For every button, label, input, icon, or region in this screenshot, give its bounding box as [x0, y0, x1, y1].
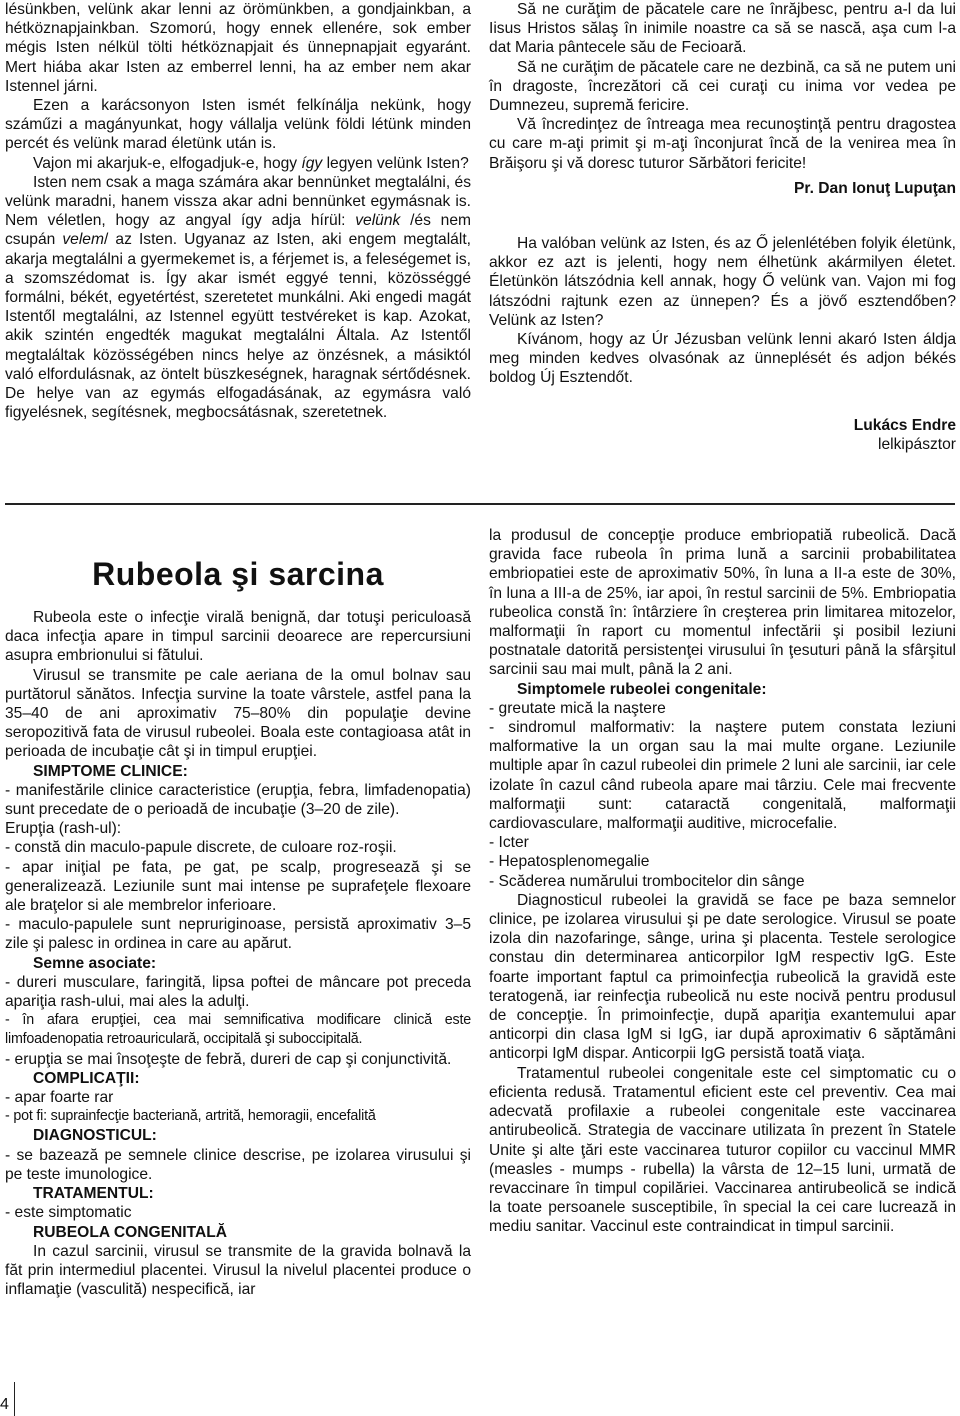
list-item: - dureri musculare, faringită, lipsa poftei de mâncare pot preceda apariţia rash-ului, mai ales la adulţi.: [5, 973, 471, 1011]
section-divider: [5, 503, 955, 505]
paragraph: Ezen a karácsonyon Isten ismét felkínálja nekünk, hogy száműzi a magányunkat, hogy vállalja velünk földi létünk minden percét és velünk marad életünk után is.: [5, 97, 471, 153]
page-number: 4: [0, 1396, 9, 1413]
pastor-signature-role: lelkipásztor: [878, 435, 956, 453]
text-run: Vajon mi akarjuk-e, elfogadjuk-e, hogy: [33, 154, 302, 172]
section-heading: Semne asociate:: [33, 954, 157, 972]
emphasis: így: [301, 154, 323, 172]
list-item: - în afara erupţiei, cea mai semnificativa modificare clinică este limfoadenopatia retroauriculară, occipitală şi suboccipitală.: [5, 1012, 471, 1048]
paragraph: [5, 154, 471, 173]
list-item: - apar foarte rar: [5, 1089, 114, 1107]
rubeola-article-column-right: [489, 526, 956, 1237]
paragraph: Tratamentul rubeolei congenitale este cel simptomatic cu o eficienta redusă. Tratamentul eficient este cel preventiv. Cea mai adecvată profilaxie a rubeolei congenitale este vaccinarea antirubeolică. Strategia de vaccinare utilizata în prezent în Statele Unite şi alte ţări este vaccinarea tuturor copiilor cu vaccinul MMR (measles - mumps - rubella) la vârsta de 12–15 luni, urmată de revaccinare în timpul copilăriei. Vaccinarea antirubeolică se indică la toate persoanele susceptibile, în special la cei care lucrează in mediu sanitar. Vaccinul este contraindicat in timpul sarcinii.: [489, 1064, 956, 1236]
text-run: /és nem csupán: [5, 212, 471, 249]
pastor-signature-name: Lukács Endre: [853, 416, 956, 434]
spacer: [489, 198, 956, 234]
article-title: Rubeola şi sarcina: [92, 556, 384, 592]
paragraph: Să ne curăţim de păcatele care ne înrăjbesc, pentru a-l da lui Iisus Hristos sălaş în inimile noastre ca să se nască, aşa cum l-a dat Maria pântecele său de Fecioară.: [489, 1, 956, 57]
emphasis: velem: [62, 231, 104, 249]
paragraph: Kívánom, hogy az Úr Jézusban velünk lenni akaró Isten áldja meg minden kedves olvasónak az ünneplését és adjon békés boldog Új Esztendőt.: [489, 331, 956, 387]
paragraph: Ha valóban velünk az Isten, és az Ő jelenlétében folyik életünk, akkor ez azt is jelenti, hogy nem élhetünk akármilyen életet. Életünkön látszódnia kell annak, hogy Ő velünk van. Vajon mi fog látszódni rajtunk ezen az ünnepen? És a jövő esztendőben? Velünk az Isten?: [489, 235, 956, 329]
paragraph: In cazul sarcinii, virusul se transmite de la gravida bolnavă la făt prin intermediul placentei. Virusul la nivelul placentei produce o inflamaţie (vasculită) nespecifică, iar: [5, 1242, 471, 1299]
text-run: legyen velünk Isten?: [322, 154, 469, 172]
list-item: - Hepatosplenomegalie: [489, 853, 650, 871]
paragraph: Vă încredinţez de întreaga mea recunoştinţă pentru dragostea cu care m-aţi primit şi m-aţi înconjurat încă de la venirea mea în Brăişoru şi vă doresc tuturor Sărbători fericite!: [489, 116, 956, 172]
section-heading: SIMPTOME CLINICE:: [33, 762, 188, 780]
list-item: - maculo-papulele sunt nepruriginoase, persistă aproximativ 3–5 zile şi palesc in ordinea in care au apărut.: [5, 916, 471, 953]
section-heading: COMPLICAŢII:: [33, 1069, 140, 1087]
section-heading: DIAGNOSTICUL:: [33, 1127, 157, 1145]
page-number-rule: [14, 1382, 15, 1416]
spacer: [489, 388, 956, 416]
paragraph: lésünkben, velünk akar lenni az örömünkben, a gondjainkban, a hétköznapjainkban. Szomorú, hogy ennek ellenére, sok ember mégis Isten nélkül tölti hétköznapjait és ünnepnapjait egyaránt. Mert hiába akar Isten az emberrel lenni, ha az ember nem akar Istennel járni.: [5, 1, 471, 95]
list-item: - Icter: [489, 834, 529, 852]
text-run: Isten nem csak a maga számára akar bennünket megtalálni, és velünk maradni, hanem vissza akar adni bennünket egymásnak is. Nem véletlen, hogy az angyal így adja hírül:: [5, 173, 471, 230]
romanian-hungarian-greeting-column: [489, 0, 956, 454]
paragraph: la produsul de concepţie produce embriopatiă rubeolică. Dacă gravida face rubeola în prima lună a sarcinii probabilitatea embriopatiei este de aproximativ 50%, în luna a II-a este de 30%, în luna a III-a de 25%, iar apoi, în restul sarcinii de 5%. Embriopatia rubeolica constă în: întârziere în creşterea prin limitarea mitozelor, malformaţii în raport cu momentul infectării şi posibil leziuni postnatale datorită persistenţei virusului în ţesuturi până la sfârşitul sarcinii sau mai mult, până la 2 ani.: [489, 527, 956, 679]
list-item: - manifestările clinice caracteristice (erupţia, febra, limfadenopatia) sunt precedate de o perioadă de incubaţie (3–20 de zile).: [5, 781, 471, 819]
rubeola-article-column-left: [5, 526, 471, 1299]
text-run: / az Isten. Ugyanaz az Isten, aki engem megtalált, akarja megtalálni a gyermekemet is, a férjemet is, a feleségemet is, a szomszédomat is. Így akar ismét eggyé tenni, közösséggé formálni, békét, egyetértést, szeretetet munkálni. Aki engedi magát Istentől megtalálni, az Istennel együtt testvéreket is kap. Azokat, akik szintén engedték magukat megtalálni Általa. Az Istentől megtaláltak közösségében nincs helye az önzésnek, a másiktól való elfordulásnak, az öntelt büszkeségnek, haragnak sértődésnek. De helye van az egymás elfogadásának, az egymásra való figyelésnek, segítésnek, megbocsátásnak, szeretetnek.: [5, 231, 471, 422]
list-item: - apar iniţial pe fata, pe gat, pe scalp, progresează şi se generalizează. Leziunile sunt mai intense pe suprafeţele flexoare ale braţelor si ale membrelor inferioare.: [5, 858, 471, 915]
section-heading: TRATAMENTUL:: [33, 1185, 154, 1203]
list-item: - greutate mică la naştere: [489, 699, 666, 717]
list-item: - constă din maculo-papule discrete, de culoare roz-roşii.: [5, 839, 397, 857]
hungarian-article-column: [5, 0, 471, 422]
paragraph: [5, 173, 471, 423]
list-item: - Scăderea numărului trombocitelor din sânge: [489, 872, 805, 890]
priest-signature: Pr. Dan Ionuţ Lupuţan: [794, 179, 956, 197]
list-item: - se bazează pe semnele clinice descrise, pe izolarea virusului şi pe teste imunologice.: [5, 1146, 471, 1183]
paragraph: Rubeola este o infecţie virală benignă, dar totuşi periculoasă daca infecţia apare in timpul sarcinii deoarece are repercursiuni asupra embrionului si fătului.: [5, 609, 471, 665]
list-item: - erupţia se mai însoţeşte de febră, dureri de cap şi conjunctivită.: [5, 1050, 452, 1068]
list-item: Erupţia (rash-ul):: [5, 820, 122, 838]
paragraph: Diagnosticul rubeolei la gravidă se face pe baza semnelor clinice, pe izolarea virusului şi pe date serologice. Virusul se poate izola din nazofaringe, sânge, urina şi placenta. Testele serologice constau din determinarea anticorpilor IgM respectiv IgG. Este foarte important faptul ca primoinfecţia rubeolică la gravidă este teratogenă, iar reinfecţia rubeolică nu este nocivă pentru produsul de concepţie. În primoinfecţie, după apariţia exantemului apar anticorpi din clasa IgM si IgG, iar după aproximativ 6 săptămâni anticorpi IgM dispar. Anticorpii IgG persistă toată viaţa.: [489, 891, 956, 1063]
section-heading: RUBEOLA CONGENITALĂ: [33, 1223, 228, 1241]
list-item: - sindromul malformativ: la naştere putem constata leziuni malformative la un organ sau la mai multe organe. Leziunile multiple apar în cazul rubeolei din primele 2 luni ale sarcinii, iar cele izolate în cazul când rubeola apare mai târziu. Cele mai frecvente malformaţii sunt: cataractă congenitală, malformaţii cardiovasculare, malformaţii auditive, microcefalie.: [489, 719, 956, 833]
paragraph: Virusul se transmite pe cale aeriana de la omul bolnav sau purtătorul sănătos. Infecţia survine la toate vârstele, astfel pana la 35–40 de ani aproximativ 75–80% din populaţie devine seropozitivă fata de virusul rubeolei. Boala este contagioasa atât in perioada de incubaţie cât şi in timpul erupţiei.: [5, 666, 471, 761]
list-item: - este simptomatic: [5, 1204, 132, 1222]
emphasis: velünk: [355, 212, 401, 230]
paragraph: Să ne curăţim de păcatele care ne dezbină, ca să ne putem uni în dragoste, încrezători că cei curaţi cu inima vor vedea pe Dumnezeu, supremă fericire.: [489, 58, 956, 115]
list-item: - pot fi: suprainfecţie bacteriană, artrită, hemoragii, encefalită: [5, 1108, 376, 1125]
section-heading: Simptomele rubeolei congenitale:: [517, 680, 767, 698]
